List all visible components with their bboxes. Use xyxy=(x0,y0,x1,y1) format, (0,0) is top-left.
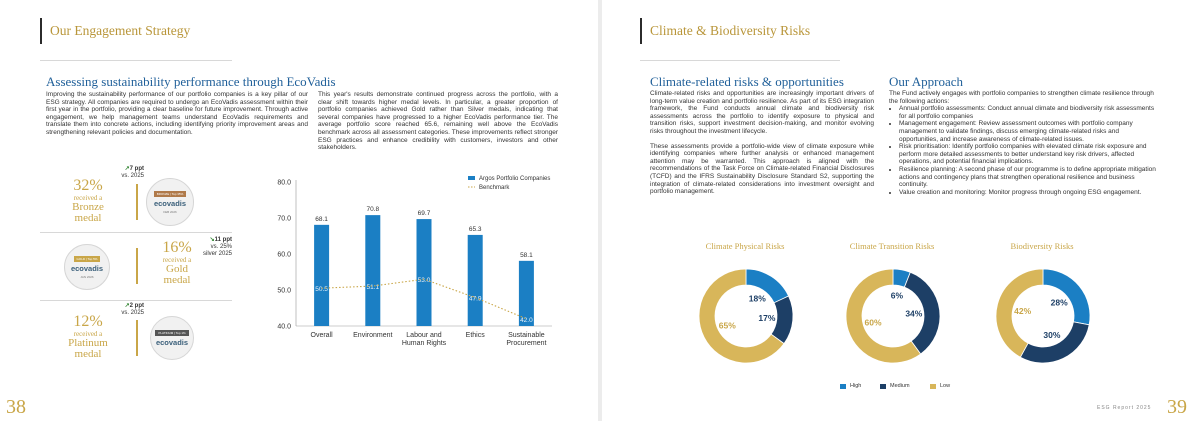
list-item: • Risk prioritisation: Identify portfolio companies with elevated climate risk exposure and perform more detailed assessments to better understand key risk drivers, affected operations, and potential financial implications. xyxy=(899,143,1159,166)
benchmark-value-label: 47.9 xyxy=(468,295,482,303)
medal-divider xyxy=(40,300,232,301)
left-page xyxy=(0,0,598,421)
donut-chart-transition xyxy=(843,266,943,366)
climate-paragraph-1: Climate-related risks and opportunities are increasingly important drivers of long-term value creation and portfolio resilience. As part of its ESG integration framework, the Fund conducts annual climate and biodiversity risk assessments across the portfolio to identify exposure to physical and transition risks, support investment decision-making, and monitor evolving risks throughout the investment lifecycle. xyxy=(650,90,874,135)
x-tick-label: Human Rights xyxy=(401,340,447,347)
list-item: • Value creation and monitoring: Monitor progress through ongoing ESG engagement. xyxy=(899,189,1159,197)
list-item: • Annual portfolio assessments: Conduct annual climate and biodiversity risk assessments for all portfolio companies xyxy=(899,105,1159,120)
bronze-name: Bronze xyxy=(72,201,104,213)
medal-bronze xyxy=(40,166,232,230)
approach-heading: Our Approach xyxy=(889,74,964,89)
approach-list xyxy=(889,105,1159,196)
y-tick-label: 50.0 xyxy=(277,287,291,295)
list-item: • Management engagement: Review assessment outcomes with portfolio company management to validate findings, discuss emerging climate-related risks and opportunities, and increase awareness of climate-related issues. xyxy=(899,120,1159,143)
platinum-change: ↗2 ppt vs. 2025 xyxy=(121,303,144,316)
platinum-stat xyxy=(58,314,118,360)
divider-bar xyxy=(136,184,138,220)
benchmark-value-label: 42.0 xyxy=(520,316,533,324)
climate-paragraph-2: These assessments provide a portfolio-wide view of climate exposure while identifying companies where further analysis or enhanced management attention may be warranted. This approach is aligned with the recommendations of the Task Force on Climate-related Financial Disclosures (TCFD) and the IFRS Sustainability Disclosure Standard S2, supporting the integration of climate-related considerations into investment oversight and portfolio management. xyxy=(650,142,874,196)
divider-bar xyxy=(136,320,138,356)
section-title: Climate & Biodiversity Risks xyxy=(650,23,811,38)
x-tick-label: Ethics xyxy=(465,332,485,339)
arrow-up-icon: ↗ xyxy=(124,303,130,309)
donut-slice-label: 6% xyxy=(890,290,904,301)
gold-badge-icon: GOLD | Top 5% ecovadis JAN 2026 xyxy=(64,244,110,290)
legend-swatch xyxy=(880,384,886,389)
platinum-suffix: medal xyxy=(74,348,102,360)
donut-slice-label: 34% xyxy=(905,308,923,319)
donut-slice-label: 18% xyxy=(748,293,766,304)
donut-slice-label: 28% xyxy=(1050,297,1068,308)
x-tick-label: Procurement xyxy=(506,340,547,347)
benchmark-value-label: 53.0 xyxy=(417,277,431,285)
header-rule xyxy=(40,60,232,61)
bar xyxy=(365,215,380,326)
x-tick-label: Labour and xyxy=(406,332,442,339)
bronze-suffix: medal xyxy=(74,212,102,224)
report-name: ESG Report 2025 xyxy=(1097,405,1152,411)
donut-slice-label: 17% xyxy=(758,312,776,323)
donut-slice-label: 65% xyxy=(718,320,736,331)
intro-column xyxy=(46,91,308,144)
approach-intro: The Fund actively engages with portfolio companies to strengthen climate resilience through the following actions: xyxy=(889,90,1154,105)
bar-value-label: 70.8 xyxy=(366,206,380,214)
medal-gold xyxy=(40,234,232,298)
donut-title-biodiversity: Biodiversity Risks xyxy=(1010,241,1074,251)
bronze-badge-icon: BRONZE | Top 35% ecovadis FEB 2026 xyxy=(146,178,194,226)
results-paragraph: This year's results demonstrate continued progress across the portfolio, with a clear shift towards higher medal levels. In particular, a greater proportion of portfolio companies achieved Gold rather than Silver medals, indicating that several companies have progressed to a higher EcoVadis performance tier. The average portfolio score reached 65.6, remaining well above the EcoVadis benchmark across all assessment categories. These improvements reflect stronger ESG practices and enhance credibility with customers, investors and other stakeholders. xyxy=(318,91,558,152)
donut-chart-biodiversity xyxy=(993,266,1093,366)
legend-swatch xyxy=(840,384,846,389)
bar-value-label: 58.1 xyxy=(520,251,533,259)
bronze-percent: 32% xyxy=(73,177,103,194)
bar xyxy=(314,225,329,326)
bar-value-label: 69.7 xyxy=(417,210,431,218)
y-tick-label: 70.0 xyxy=(277,215,291,223)
bar xyxy=(417,219,432,326)
legend-label: Benchmark xyxy=(479,185,510,191)
right-page xyxy=(602,0,1200,421)
legend-swatch xyxy=(468,176,475,180)
bronze-stat xyxy=(58,178,118,224)
y-tick-label: 80.0 xyxy=(277,179,291,187)
page-heading: Assessing sustainability performance through EcoVadis xyxy=(46,74,336,89)
donut-slice xyxy=(1020,322,1089,363)
bar-value-label: 68.1 xyxy=(315,215,328,223)
bronze-change: ↗7 ppt vs. 2025 xyxy=(121,166,144,179)
legend-low: Low xyxy=(930,383,950,389)
results-column xyxy=(318,91,558,159)
donut-title-transition: Climate Transition Risks xyxy=(849,241,935,251)
benchmark-value-label: 50.5 xyxy=(315,286,328,294)
gold-change: ↘11 ppt vs. 25% silver 2025 xyxy=(202,237,232,257)
gold-suffix: medal xyxy=(163,274,191,286)
y-tick-label: 60.0 xyxy=(277,251,291,259)
climate-heading: Climate-related risks & opportunities xyxy=(650,74,844,89)
platinum-received: received a xyxy=(73,330,103,338)
list-item: • Resilience planning: A second phase of our programme is to define appropriate mitigation actions and contingency plans that strengthen operational resilience and business continuity. xyxy=(899,166,1159,189)
section-title: Our Engagement Strategy xyxy=(50,23,191,38)
page-number: 39 xyxy=(1167,396,1187,418)
ecovadis-score-chart xyxy=(262,170,572,370)
intro-paragraph: Improving the sustainability performance of our portfolio companies is a key pillar of our ESG strategy. All companies are required to undergo an EcoVadis assessment within their first year in the portfolio, providing a clear baseline for future improvement. Through active engagement, we help management teams understand EcoVadis requirements and translate them into concrete actions, including identifying priority improvement areas and strengthening relevant policies and documentation. xyxy=(46,91,308,136)
x-tick-label: Environment xyxy=(353,332,393,339)
y-tick-label: 40.0 xyxy=(277,323,291,331)
x-tick-label: Sustainable xyxy=(508,332,545,339)
gold-percent: 16% xyxy=(162,239,192,256)
arrow-down-icon: ↘ xyxy=(209,237,215,243)
bronze-received: received a xyxy=(73,194,103,202)
donut-slice-label: 42% xyxy=(1014,305,1032,316)
legend-label: Argos Portfolio Companies xyxy=(479,176,551,182)
bar-value-label: 65.3 xyxy=(468,225,482,233)
donut-chart-physical xyxy=(696,266,796,366)
legend-swatch xyxy=(930,384,936,389)
gold-received: received a xyxy=(162,256,192,264)
arrow-up-icon: ↗ xyxy=(124,166,130,172)
x-tick-label: Overall xyxy=(310,332,333,339)
benchmark-value-label: 51.1 xyxy=(366,284,380,292)
approach-column xyxy=(889,90,1159,196)
donut-slice-label: 60% xyxy=(864,317,882,328)
section-header xyxy=(40,18,190,44)
platinum-percent: 12% xyxy=(73,313,103,330)
platinum-name: Platinum xyxy=(68,337,108,349)
medal-divider xyxy=(40,232,232,233)
divider-bar xyxy=(136,248,138,284)
donut-title-physical: Climate Physical Risks xyxy=(705,241,785,251)
legend-medium: Medium xyxy=(880,383,910,389)
bar xyxy=(468,235,483,326)
climate-column xyxy=(650,90,874,203)
legend-high: High xyxy=(840,383,861,389)
header-rule xyxy=(640,60,840,61)
section-header xyxy=(640,18,810,44)
page-number: 38 xyxy=(6,396,26,418)
medal-platinum xyxy=(40,302,232,366)
platinum-badge-icon: PLATINUM | Top 1% ecovadis xyxy=(150,316,194,360)
donut-slice-label: 30% xyxy=(1043,330,1061,341)
gold-name: Gold xyxy=(166,263,188,275)
